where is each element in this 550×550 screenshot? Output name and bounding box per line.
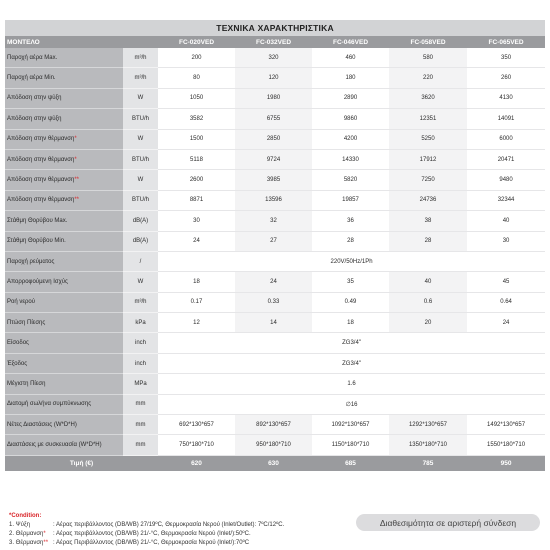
row-value: 40 [389,272,467,292]
row-value: 18 [158,272,235,292]
table-row [5,190,545,210]
row-value: 24 [235,272,312,292]
row-value: 0.6 [389,292,467,312]
row-label-text: Διατομή σωλήνα συμπύκνωσης [7,401,92,408]
row-value: 80 [158,68,235,88]
row-value: 20 [389,313,467,333]
table-row [5,374,545,394]
row-label-text: Διαστάσεις με συσκευασία (W*D*H) [7,442,102,449]
condition-key [9,530,53,539]
table-row [5,129,545,149]
row-label [5,231,123,251]
row-value: 5820 [312,170,389,190]
table-row [5,88,545,108]
row-label [5,313,123,333]
row-unit: BTU/h [123,149,158,169]
row-value: 14330 [312,149,389,169]
row-value-all: ∅16 [158,394,545,414]
row-label-mark: * [74,156,77,163]
row-value: 7250 [389,170,467,190]
row-label [5,211,123,231]
row-label-text: Έξοδος [7,360,28,367]
row-value: 45 [467,272,545,292]
table-row [5,68,545,88]
condition-key-text: 1. Ψύξη [9,522,30,528]
model-header: FC-046VED [312,36,389,48]
row-label-text: Απόδοση στην θέρμανση [7,177,75,184]
spec-table [5,20,545,471]
row-value: 20471 [467,149,545,169]
row-value-all: 220V/50Hz/1Ph [158,251,545,271]
row-value: 9724 [235,149,312,169]
row-value: 0.64 [467,292,545,312]
condition-text: : Αέρας Περιβάλλοντος (DB/WB) 21/-°C, Θερμοκρασία Νερού (Inlet/):70ºC [53,540,250,546]
row-label [5,415,123,435]
conditions-title: *Condition: [9,513,42,519]
price-value: 785 [389,455,467,471]
row-value: 1092*130*657 [312,415,389,435]
row-label [5,48,123,68]
row-value: 12 [158,313,235,333]
row-label [5,129,123,149]
table-row [5,231,545,251]
row-value: 692*130*657 [158,415,235,435]
row-label-mark: ** [74,197,80,204]
row-value: 4200 [312,129,389,149]
row-value: 24736 [389,190,467,210]
row-value: 2850 [235,129,312,149]
row-unit: W [123,129,158,149]
unit-header [123,36,158,48]
condition-line [9,521,349,530]
row-value: 40 [467,211,545,231]
table-row [5,272,545,292]
row-unit: W [123,272,158,292]
row-unit: inch [123,353,158,373]
row-unit: mm [123,394,158,414]
condition-key-mark: * [43,531,46,537]
row-value: 6000 [467,129,545,149]
table-row [5,333,545,353]
table-row [5,170,545,190]
row-unit: W [123,88,158,108]
row-label-text: Στάθμη Θορύβου Max. [7,217,68,224]
row-unit: W [123,170,158,190]
row-label-text: Στάθμη Θορύβου Min. [7,238,66,245]
model-header: FC-020VED [158,36,235,48]
row-value: 892*130*657 [235,415,312,435]
row-value: 320 [235,48,312,68]
row-value: 260 [467,68,545,88]
row-label-text: Πτώση Πίεσης [7,319,46,326]
row-label [5,333,123,353]
row-value: 950*180*710 [235,435,312,455]
table-title-row [5,20,545,36]
condition-key [9,539,53,548]
row-value: 17912 [389,149,467,169]
row-label [5,190,123,210]
row-value: 14091 [467,109,545,129]
row-label [5,251,123,271]
row-value: 1050 [158,88,235,108]
row-label-text: Απόδοση στην θέρμανση [7,156,75,163]
row-value: 180 [312,68,389,88]
row-unit: mm [123,415,158,435]
row-label-mark: ** [74,177,80,184]
table-row [5,48,545,68]
row-value: 0.17 [158,292,235,312]
price-value: 950 [467,455,545,471]
availability-badge: Διαθεσιμότητα σε αριστερή σύνδεση [356,514,540,531]
table-row [5,251,545,271]
row-value-all: ZG3/4" [158,333,545,353]
row-label-text: Νέτες Διαστάσεις (W*D*H) [7,421,77,428]
row-label [5,374,123,394]
row-value: 3582 [158,109,235,129]
row-value: 6755 [235,109,312,129]
condition-text: : Αέρας περιβάλλοντος (DB/WB) 21/-°C, Θερμοκρασία Νερού (Inlet/):50ºC. [53,531,251,537]
model-label: ΜΟΝΤΕΛΟ [5,36,123,48]
conditions-lines [9,521,349,548]
model-header: FC-032VED [235,36,312,48]
row-value-all: 1.6 [158,374,545,394]
condition-line [9,539,349,548]
price-value: 630 [235,455,312,471]
table-title: ΤΕΧΝΙΚΑ ΧΑΡΑΚΤΗΡΙΣΤΙΚΑ [5,20,545,36]
row-value: 30 [158,211,235,231]
row-value: 35 [312,272,389,292]
row-value: 12351 [389,109,467,129]
row-label-text: Απόδοση στην ψύξη [7,115,62,122]
row-value: 350 [467,48,545,68]
row-label [5,170,123,190]
row-label-text: Παροχή αέρα Max. [7,54,58,61]
row-unit: m³/h [123,48,158,68]
condition-line [9,530,349,539]
row-label-text: Μέγιστη Πίεση [7,380,46,387]
model-header: FC-058VED [389,36,467,48]
table-row [5,149,545,169]
row-unit: mm [123,435,158,455]
row-value: 1150*180*710 [312,435,389,455]
condition-key [9,521,53,530]
row-unit: inch [123,333,158,353]
row-value: 750*180*710 [158,435,235,455]
row-value: 1550*180*710 [467,435,545,455]
row-label-text: Απόδοση στην ψύξη [7,95,62,102]
row-value: 200 [158,48,235,68]
row-label-text: Απόδοση στην θέρμανση [7,197,75,204]
row-value: 28 [312,231,389,251]
row-label-text: Απορροφούμενη Ισχύς [7,278,68,285]
row-value: 30 [467,231,545,251]
conditions-note [9,512,349,548]
row-label-text: Απόδοση στην θέρμανση [7,136,75,143]
row-value: 13596 [235,190,312,210]
table-row [5,292,545,312]
row-value: 120 [235,68,312,88]
row-value: 2600 [158,170,235,190]
condition-text: : Αέρας περιβάλλοντος (DB/WB) 27/19ºC, Θερμοκρασία Νερού (Inlet/Outlet): 7ºC/12ºC. [53,522,285,528]
price-label: Τιμή (€) [5,455,158,471]
row-unit: m³/h [123,68,158,88]
row-value: 3985 [235,170,312,190]
row-label [5,272,123,292]
row-value: 9480 [467,170,545,190]
row-value: 28 [389,231,467,251]
table-row [5,415,545,435]
row-unit: dB(A) [123,231,158,251]
row-label [5,435,123,455]
price-value: 620 [158,455,235,471]
model-header-row [5,36,545,48]
row-label [5,394,123,414]
condition-key-text: 2. Θέρμανση [9,531,44,537]
table-row [5,313,545,333]
row-label [5,109,123,129]
row-value: 1492*130*657 [467,415,545,435]
row-value: 19857 [312,190,389,210]
row-value: 14 [235,313,312,333]
table-row [5,353,545,373]
row-value: 4130 [467,88,545,108]
row-unit: / [123,251,158,271]
row-value: 580 [389,48,467,68]
row-unit: MPa [123,374,158,394]
row-label [5,149,123,169]
row-label-text: Ροή νερού [7,299,36,306]
row-label-text: Είσοδος [7,340,29,347]
row-value: 1980 [235,88,312,108]
table-row [5,211,545,231]
row-unit: BTU/h [123,109,158,129]
row-value: 36 [312,211,389,231]
row-unit: kPa [123,313,158,333]
row-value: 0.49 [312,292,389,312]
price-row [5,455,545,471]
row-value: 1292*130*657 [389,415,467,435]
row-value: 32344 [467,190,545,210]
row-unit: m³/h [123,292,158,312]
row-value: 24 [467,313,545,333]
table-row [5,109,545,129]
condition-key-text: 3. Θέρμανση [9,540,44,546]
model-header: FC-065VED [467,36,545,48]
row-value: 2890 [312,88,389,108]
row-value: 9860 [312,109,389,129]
row-label [5,68,123,88]
row-value: 220 [389,68,467,88]
table-row [5,435,545,455]
row-value: 1500 [158,129,235,149]
row-label [5,88,123,108]
row-label [5,292,123,312]
row-value: 27 [235,231,312,251]
condition-key-mark: ** [43,540,49,546]
row-value: 32 [235,211,312,231]
row-value: 8871 [158,190,235,210]
row-value: 0.33 [235,292,312,312]
row-value: 3620 [389,88,467,108]
row-value: 5250 [389,129,467,149]
row-value: 18 [312,313,389,333]
row-label-text: Παροχή αέρα Min. [7,75,56,82]
row-value: 5118 [158,149,235,169]
price-value: 685 [312,455,389,471]
row-value-all: ZG3/4" [158,353,545,373]
row-value: 38 [389,211,467,231]
row-label [5,353,123,373]
row-value: 1350*180*710 [389,435,467,455]
table-row [5,394,545,414]
row-value: 24 [158,231,235,251]
row-value: 460 [312,48,389,68]
row-label-text: Παροχή ρεύματος [7,258,55,265]
row-unit: dB(A) [123,211,158,231]
spec-body [5,48,545,471]
row-unit: BTU/h [123,190,158,210]
row-label-mark: * [74,136,77,143]
